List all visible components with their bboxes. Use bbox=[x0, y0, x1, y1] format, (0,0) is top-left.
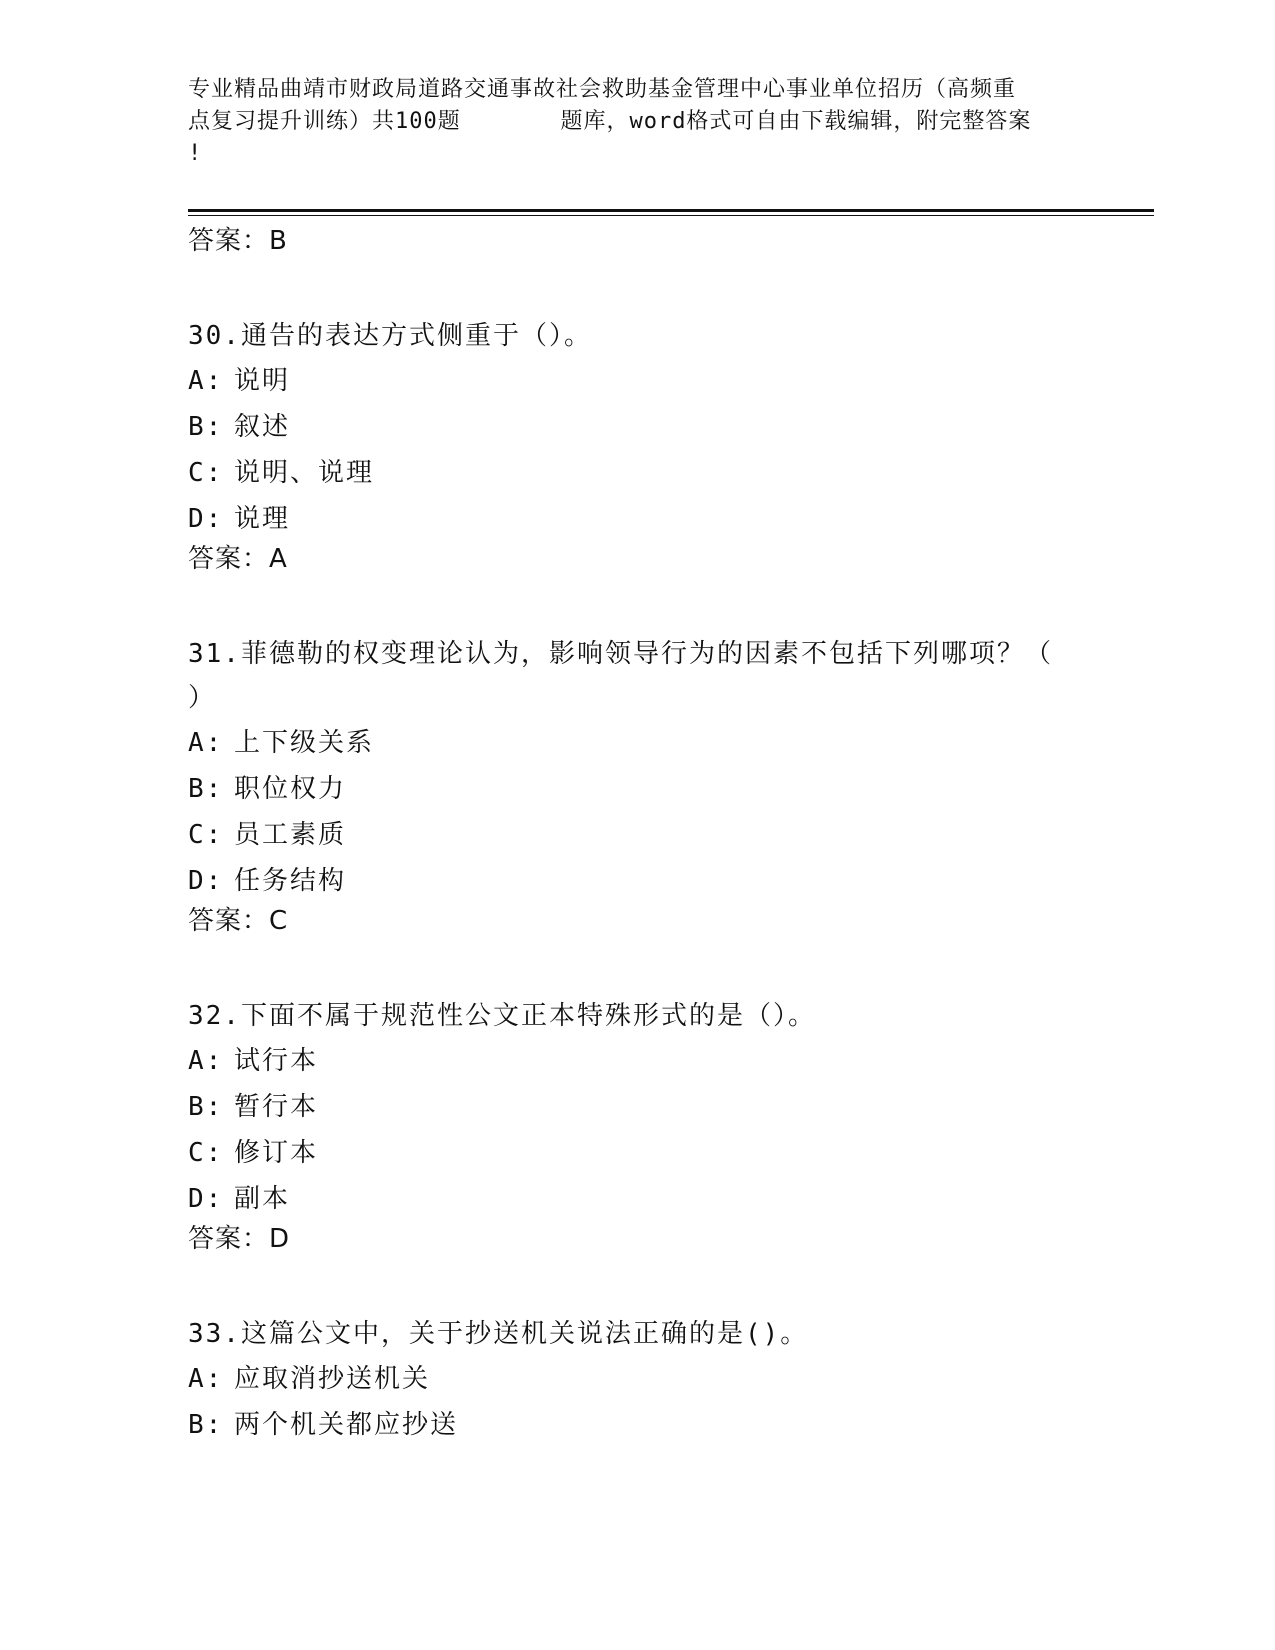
option-b bbox=[188, 1402, 1088, 1448]
option-c bbox=[188, 1130, 1088, 1176]
option-key: C: bbox=[188, 1138, 224, 1168]
option-text: 说理 bbox=[234, 504, 291, 534]
question-list bbox=[188, 224, 1088, 1448]
option-key: B: bbox=[188, 1410, 224, 1440]
option-key: B: bbox=[188, 1092, 224, 1122]
option-key: A: bbox=[188, 1046, 224, 1076]
answer: 答案：D bbox=[188, 1224, 291, 1254]
question-text-line: 30.通告的表达方式侧重于（）。 bbox=[188, 321, 592, 351]
header-line-2: 点复习提升训练）共100题 题库，word格式可自由下载编辑，附完整答案 bbox=[188, 109, 1032, 134]
question-text bbox=[188, 994, 1088, 1038]
question-31 bbox=[188, 632, 1088, 938]
option-text: 应取消抄送机关 bbox=[234, 1364, 431, 1394]
question-text bbox=[188, 1312, 1088, 1356]
question-text bbox=[188, 632, 1088, 720]
option-key: A: bbox=[188, 1364, 224, 1394]
option-b bbox=[188, 766, 1088, 812]
option-c bbox=[188, 812, 1088, 858]
option-key: D: bbox=[188, 1184, 224, 1214]
option-key: C: bbox=[188, 458, 224, 488]
answer: 答案：A bbox=[188, 544, 288, 574]
option-text: 员工素质 bbox=[234, 820, 347, 850]
option-key: A: bbox=[188, 366, 224, 396]
header-divider-thin bbox=[188, 215, 1154, 216]
option-key: B: bbox=[188, 412, 224, 442]
question-32 bbox=[188, 994, 1088, 1256]
option-a bbox=[188, 720, 1088, 766]
document-header bbox=[188, 74, 1088, 170]
option-b bbox=[188, 404, 1088, 450]
option-text: 说明、说理 bbox=[234, 458, 375, 488]
answer: 答案：C bbox=[188, 906, 289, 936]
option-text: 修订本 bbox=[234, 1138, 319, 1168]
option-key: B: bbox=[188, 774, 224, 804]
option-b bbox=[188, 1084, 1088, 1130]
option-text: 上下级关系 bbox=[234, 728, 375, 758]
question-text-line: 31.菲德勒的权变理论认为，影响领导行为的因素不包括下列哪项？（ bbox=[188, 639, 1053, 669]
question-text-line: 32.下面不属于规范性公文正本特殊形式的是（）。 bbox=[188, 1001, 816, 1031]
option-d bbox=[188, 858, 1088, 904]
option-c bbox=[188, 450, 1088, 496]
option-text: 说明 bbox=[234, 366, 291, 396]
question-text bbox=[188, 314, 1088, 358]
option-text: 叙述 bbox=[234, 412, 291, 442]
header-divider-thick bbox=[188, 209, 1154, 212]
option-text: 职位权力 bbox=[234, 774, 347, 804]
option-key: A: bbox=[188, 728, 224, 758]
previous-answer: 答案：B bbox=[188, 226, 288, 256]
question-text-line: 33.这篇公文中，关于抄送机关说法正确的是()。 bbox=[188, 1319, 809, 1349]
option-text: 副本 bbox=[234, 1184, 291, 1214]
option-text: 试行本 bbox=[234, 1046, 319, 1076]
question-33 bbox=[188, 1312, 1088, 1448]
option-d bbox=[188, 1176, 1088, 1222]
option-text: 任务结构 bbox=[234, 866, 347, 896]
option-d bbox=[188, 496, 1088, 542]
option-a bbox=[188, 1356, 1088, 1402]
option-a bbox=[188, 358, 1088, 404]
option-key: D: bbox=[188, 866, 224, 896]
option-a bbox=[188, 1038, 1088, 1084]
question-text-line: ） bbox=[188, 683, 217, 713]
header-line-3: ! bbox=[188, 141, 203, 166]
option-text: 暂行本 bbox=[234, 1092, 319, 1122]
option-key: C: bbox=[188, 820, 224, 850]
header-line-1: 专业精品曲靖市财政局道路交通事故社会救助基金管理中心事业单位招历（高频重 bbox=[188, 77, 1017, 102]
question-30 bbox=[188, 314, 1088, 576]
option-key: D: bbox=[188, 504, 224, 534]
option-text: 两个机关都应抄送 bbox=[234, 1410, 459, 1440]
